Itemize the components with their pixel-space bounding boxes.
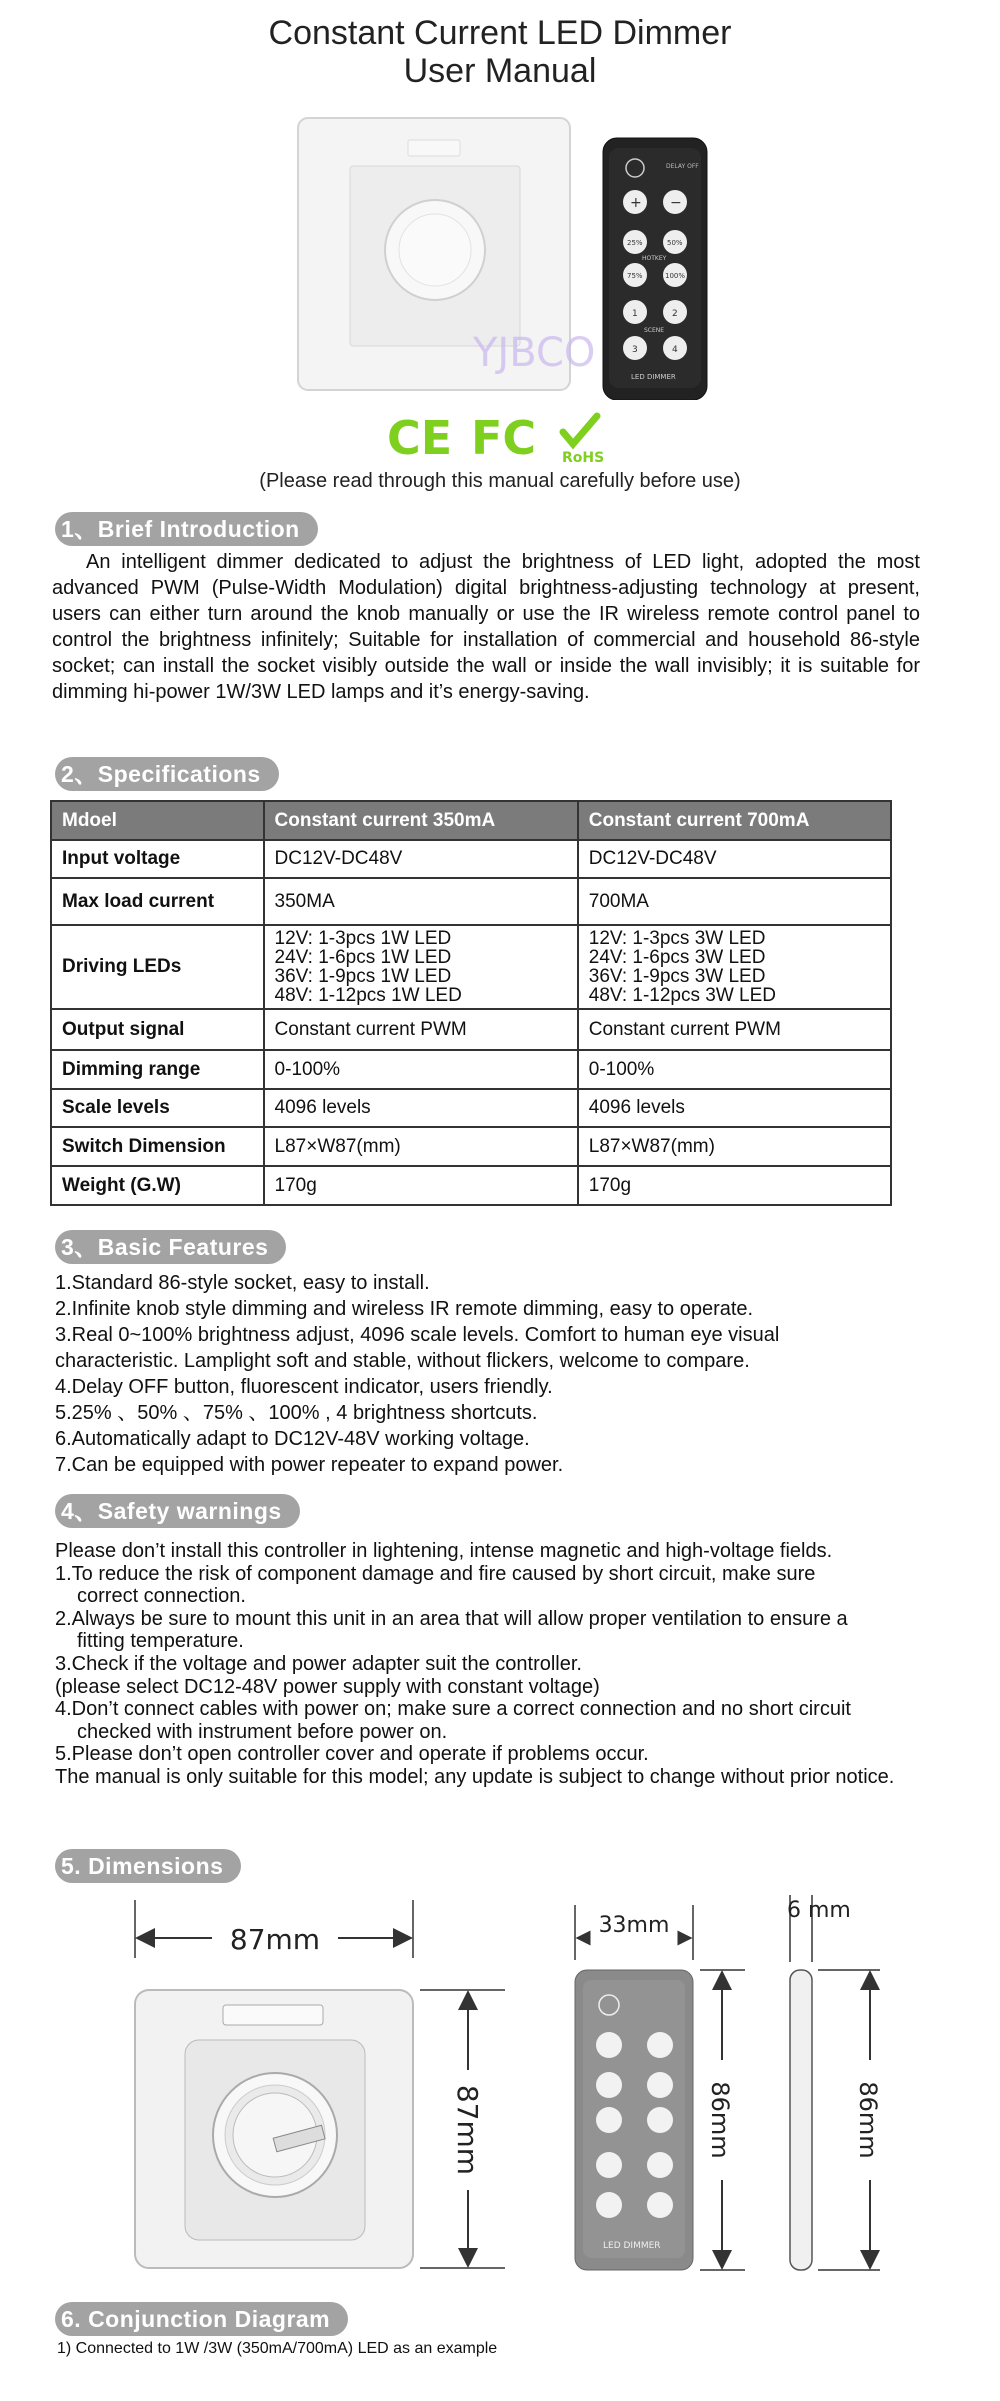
remote-control	[603, 138, 707, 400]
dimensions-diagram	[0, 1880, 1000, 2280]
list-item: characteristic. Lamplight soft and stable, without flickers, welcome to compare.	[55, 1350, 750, 1372]
list-item: correct connection.	[77, 1585, 246, 1608]
list-item: 3.Check if the voltage and power adapter suit the controller.	[55, 1652, 582, 1675]
column-header: Constant current 700mA	[578, 801, 891, 840]
list-item: 4.Delay OFF button, fluorescent indicator, users friendly.	[55, 1376, 553, 1398]
section-heading-conjunction: 6. Conjunction Diagram	[55, 2302, 348, 2336]
section-heading-features: 3、Basic Features	[55, 1230, 286, 1264]
switch-width-label: 87mm	[229, 1923, 321, 1956]
depth-label: 6 mm	[787, 1898, 851, 1923]
table-row: Dimming range 0-100% 0-100%	[51, 1050, 891, 1089]
column-header: Constant current 350mA	[264, 801, 578, 840]
switch-height-label: 87mm	[451, 2084, 484, 2176]
svg-text:3: 3	[632, 345, 638, 355]
table-row: Max load current 350MA 700MA	[51, 878, 891, 925]
list-item: Please don’t install this controller in lightening, intense magnetic and high-voltage fields.	[55, 1540, 833, 1562]
list-item: 5.25% 、50% 、75% 、100% , 4 brightness shortcuts.	[55, 1402, 538, 1424]
svg-text:75%: 75%	[627, 272, 643, 280]
svg-text:LED DIMMER: LED DIMMER	[603, 2241, 661, 2251]
product-photo	[290, 110, 720, 400]
section-heading-safety: 4、Safety warnings	[55, 1494, 300, 1528]
remote-width-label: 33mm	[598, 1913, 670, 1938]
svg-text:LED DIMMER: LED DIMMER	[631, 373, 676, 381]
list-item: checked with instrument before power on.	[77, 1720, 448, 1743]
svg-text:100%: 100%	[665, 272, 686, 280]
side-height-label: 86mm	[854, 2081, 882, 2159]
list-item: 2.Infinite knob style dimming and wireless IR remote dimming, easy to operate.	[55, 1298, 754, 1320]
fc-icon: FC	[471, 411, 537, 465]
list-item: 2.Always be sure to mount this unit in an area that will allow proper ventilation to ensure a	[55, 1607, 848, 1630]
list-item: 1.Standard 86-style socket, easy to install.	[55, 1272, 430, 1294]
list-item: 3.Real 0~100% brightness adjust, 4096 scale levels. Comfort to human eye visual	[55, 1324, 780, 1346]
table-row: Input voltage DC12V-DC48V DC12V-DC48V	[51, 840, 891, 878]
list-item: 1.To reduce the risk of component damage and fire caused by short circuit, make sure	[55, 1562, 816, 1585]
list-item: 6.Automatically adapt to DC12V-48V working voltage.	[55, 1428, 530, 1450]
list-item: 5.Please don’t open controller cover and operate if problems occur.	[55, 1743, 649, 1766]
svg-text:HOTKEY: HOTKEY	[642, 255, 667, 262]
rohs-check-icon	[563, 416, 597, 444]
table-row: Driving LEDs 12V: 1-3pcs 1W LED 24V: 1-6pcs 1W LED 36V: 1-9pcs 1W LED 48V: 1-12pcs 1W LED 12V: 1-3pcs 3W LED 24V: 1-6pcs 3W LED 36V: 1-9pcs 3W LED 48V: 1-12pcs 3W LED	[51, 925, 891, 1009]
table-row: Output signal Constant current PWM Constant current PWM	[51, 1009, 891, 1050]
spec-table	[50, 800, 892, 1206]
certification-icons	[385, 410, 625, 466]
section-heading-specs: 2、Specifications	[55, 757, 279, 791]
svg-text:2: 2	[672, 309, 678, 319]
svg-text:1: 1	[632, 309, 638, 319]
remote-height-label: 86mm	[706, 2081, 734, 2159]
brand-watermark: YJBCO	[473, 330, 596, 376]
table-row: Switch Dimension L87×W87(mm) L87×W87(mm)	[51, 1127, 891, 1166]
page-subtitle: User Manual	[403, 52, 597, 90]
svg-text:4: 4	[672, 345, 678, 355]
conjunction-caption: 1) Connected to 1W /3W (350mA/700mA) LED as an example	[57, 2340, 498, 2357]
column-header: Mdoel	[51, 801, 264, 840]
remote-delay-label: DELAY OFF	[666, 163, 699, 170]
list-item: fitting temperature.	[77, 1630, 244, 1653]
list-item: (please select DC12-48V power supply with constant voltage)	[55, 1675, 600, 1698]
svg-text:+: +	[630, 195, 642, 211]
svg-text:50%: 50%	[667, 239, 683, 247]
section-heading-intro: 1、Brief Introduction	[55, 512, 318, 546]
svg-text:25%: 25%	[627, 239, 643, 247]
safety-warnings	[55, 1540, 955, 1789]
read-note: (Please read through this manual carefully before use)	[259, 470, 741, 492]
section-heading-dimensions: 5. Dimensions	[55, 1849, 241, 1883]
table-row: Weight (G.W) 170g 170g	[51, 1166, 891, 1205]
svg-text:SCENE: SCENE	[644, 327, 665, 334]
list-item: 4.Don’t connect cables with power on; make sure a correct connection and no short circuit	[55, 1698, 851, 1721]
rohs-icon: RoHS	[562, 450, 605, 466]
list-item: 7.Can be equipped with power repeater to expand power.	[55, 1454, 564, 1476]
ce-icon: CE	[387, 411, 453, 465]
table-header-row	[51, 801, 891, 840]
intro-paragraph: An intelligent dimmer dedicated to adjust the brightness of LED light, adopted the most advanced PWM (Pulse-Width Modulation) digital brightness-adjusting technology at present, users can either turn around the knob manually or use the IR wireless remote control panel to control the brightness infinitely; Suitable for installation of commercial and household 86-style socket; can install the socket visibly outside the wall or inside the wall invisibly; it is suitable for dimming hi-power 1W/3W LED lamps and it’s energy-saving.	[52, 551, 920, 703]
table-row: Scale levels 4096 levels 4096 levels	[51, 1089, 891, 1127]
list-item: The manual is only suitable for this model; any update is subject to change without prior notice.	[55, 1765, 895, 1788]
page-title: Constant Current LED Dimmer	[268, 14, 732, 52]
features-list	[55, 1270, 955, 1478]
svg-text:−: −	[670, 195, 682, 211]
